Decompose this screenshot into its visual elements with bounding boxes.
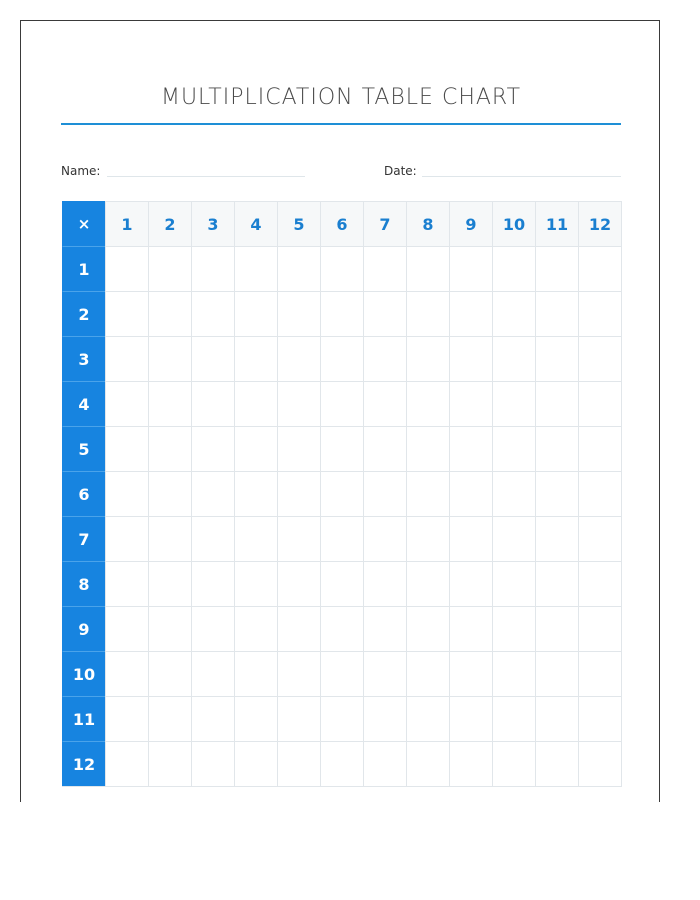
answer-cell[interactable] [578,651,621,696]
answer-cell[interactable] [191,651,234,696]
answer-cell[interactable] [535,426,578,471]
answer-cell[interactable] [492,426,535,471]
answer-cell[interactable] [234,696,277,741]
answer-cell[interactable] [535,696,578,741]
answer-cell[interactable] [363,381,406,426]
answer-cell[interactable] [191,246,234,291]
answer-cell[interactable] [535,561,578,606]
answer-cell[interactable] [191,471,234,516]
answer-cell[interactable] [320,426,363,471]
answer-cell[interactable] [535,741,578,786]
answer-cell[interactable] [492,561,535,606]
answer-cell[interactable] [234,606,277,651]
answer-cell[interactable] [277,606,320,651]
answer-cell[interactable] [363,651,406,696]
answer-cell[interactable] [320,381,363,426]
answer-cell[interactable] [148,606,191,651]
answer-cell[interactable] [148,381,191,426]
answer-cell[interactable] [492,651,535,696]
answer-cell[interactable] [148,561,191,606]
answer-cell[interactable] [406,561,449,606]
name-field[interactable] [61,164,306,178]
column-header: 8 [406,201,449,246]
worksheet-page [20,20,660,802]
answer-cell[interactable] [449,696,492,741]
answer-cell[interactable] [363,696,406,741]
answer-cell[interactable] [492,336,535,381]
column-header: 4 [234,201,277,246]
answer-cell[interactable] [492,516,535,561]
answer-cell[interactable] [320,471,363,516]
answer-cell[interactable] [234,651,277,696]
answer-cell[interactable] [277,246,320,291]
date-field[interactable] [384,164,621,178]
answer-cell[interactable] [148,336,191,381]
multiplication-grid [62,201,622,787]
date-label: Date: [384,164,417,178]
answer-cell[interactable] [578,291,621,336]
column-header: 12 [578,201,621,246]
name-label: Name: [61,164,101,178]
answer-cell[interactable] [234,426,277,471]
answer-cell[interactable] [148,291,191,336]
answer-cell[interactable] [492,741,535,786]
answer-cell[interactable] [363,606,406,651]
answer-cell[interactable] [105,336,148,381]
row-header: 8 [62,561,105,606]
answer-cell[interactable] [277,471,320,516]
answer-cell[interactable] [148,651,191,696]
answer-cell[interactable] [277,561,320,606]
answer-cell[interactable] [105,696,148,741]
answer-cell[interactable] [578,471,621,516]
answer-cell[interactable] [535,651,578,696]
answer-cell[interactable] [406,426,449,471]
answer-cell[interactable] [535,381,578,426]
answer-cell[interactable] [320,741,363,786]
answer-cell[interactable] [148,246,191,291]
row-header: 6 [62,471,105,516]
row-header: 3 [62,336,105,381]
answer-cell[interactable] [277,426,320,471]
answer-cell[interactable] [234,471,277,516]
answer-cell[interactable] [578,561,621,606]
row-header: 4 [62,381,105,426]
answer-cell[interactable] [363,426,406,471]
answer-cell[interactable] [234,381,277,426]
answer-cell[interactable] [363,471,406,516]
answer-cell[interactable] [105,606,148,651]
answer-cell[interactable] [148,471,191,516]
answer-cell[interactable] [449,561,492,606]
answer-cell[interactable] [492,381,535,426]
answer-cell[interactable] [105,381,148,426]
answer-cell[interactable] [320,291,363,336]
answer-cell[interactable] [234,741,277,786]
answer-cell[interactable] [406,381,449,426]
answer-cell[interactable] [191,561,234,606]
answer-cell[interactable] [105,471,148,516]
row-header: 1 [62,246,105,291]
answer-cell[interactable] [234,246,277,291]
column-header: 1 [105,201,148,246]
answer-cell[interactable] [277,741,320,786]
row-header: 11 [62,696,105,741]
row-header: 12 [62,741,105,786]
column-header: 10 [492,201,535,246]
answer-cell[interactable] [105,741,148,786]
row-header: 2 [62,291,105,336]
answer-cell[interactable] [449,291,492,336]
answer-cell[interactable] [449,426,492,471]
answer-cell[interactable] [535,291,578,336]
answer-cell[interactable] [363,336,406,381]
answer-cell[interactable] [492,291,535,336]
answer-cell[interactable] [191,696,234,741]
answer-cell[interactable] [449,651,492,696]
row-header: 9 [62,606,105,651]
answer-cell[interactable] [105,651,148,696]
column-header: 7 [363,201,406,246]
answer-cell[interactable] [406,336,449,381]
answer-cell[interactable] [363,561,406,606]
answer-cell[interactable] [363,516,406,561]
answer-cell[interactable] [578,741,621,786]
answer-cell[interactable] [320,246,363,291]
date-input-line[interactable] [422,176,621,177]
answer-cell[interactable] [406,471,449,516]
answer-cell[interactable] [535,606,578,651]
answer-cell[interactable] [363,291,406,336]
answer-cell[interactable] [105,291,148,336]
answer-cell[interactable] [578,336,621,381]
column-header: 11 [535,201,578,246]
row-header: 10 [62,651,105,696]
answer-cell[interactable] [535,336,578,381]
answer-cell[interactable] [148,426,191,471]
answer-cell[interactable] [320,336,363,381]
answer-cell[interactable] [191,606,234,651]
answer-cell[interactable] [277,516,320,561]
answer-cell[interactable] [492,471,535,516]
answer-cell[interactable] [492,246,535,291]
answer-cell[interactable] [105,516,148,561]
answer-cell[interactable] [363,741,406,786]
answer-cell[interactable] [234,291,277,336]
answer-cell[interactable] [578,426,621,471]
answer-cell[interactable] [406,651,449,696]
answer-cell[interactable] [535,471,578,516]
answer-cell[interactable] [449,606,492,651]
answer-cell[interactable] [277,291,320,336]
answer-cell[interactable] [535,516,578,561]
column-header: 6 [320,201,363,246]
answer-cell[interactable] [406,606,449,651]
answer-cell[interactable] [449,741,492,786]
answer-cell[interactable] [277,696,320,741]
column-header: 2 [148,201,191,246]
answer-cell[interactable] [406,516,449,561]
answer-cell[interactable] [105,561,148,606]
answer-cell[interactable] [191,426,234,471]
answer-cell[interactable] [191,516,234,561]
answer-cell[interactable] [578,381,621,426]
name-input-line[interactable] [107,176,305,177]
answer-cell[interactable] [148,696,191,741]
answer-cell[interactable] [363,246,406,291]
answer-cell[interactable] [406,741,449,786]
answer-cell[interactable] [234,336,277,381]
answer-cell[interactable] [277,651,320,696]
answer-cell[interactable] [320,696,363,741]
title-underline [61,123,621,125]
column-header: 9 [449,201,492,246]
answer-cell[interactable] [535,246,578,291]
answer-cell[interactable] [449,471,492,516]
row-header: 5 [62,426,105,471]
answer-cell[interactable] [449,516,492,561]
answer-cell[interactable] [406,696,449,741]
answer-cell[interactable] [191,291,234,336]
answer-cell[interactable] [449,336,492,381]
answer-cell[interactable] [406,246,449,291]
corner-multiply-symbol: × [62,201,105,246]
answer-cell[interactable] [320,516,363,561]
page-title: MULTIPLICATION TABLE CHART [160,85,522,110]
answer-cell[interactable] [277,336,320,381]
answer-cell[interactable] [578,516,621,561]
answer-cell[interactable] [234,561,277,606]
answer-cell[interactable] [406,291,449,336]
answer-cell[interactable] [492,696,535,741]
answer-cell[interactable] [578,606,621,651]
answer-cell[interactable] [234,516,277,561]
answer-cell[interactable] [191,741,234,786]
answer-cell[interactable] [191,381,234,426]
answer-cell[interactable] [492,606,535,651]
answer-cell[interactable] [148,516,191,561]
answer-cell[interactable] [578,246,621,291]
answer-cell[interactable] [449,381,492,426]
answer-cell[interactable] [449,246,492,291]
answer-cell[interactable] [191,336,234,381]
answer-cell[interactable] [320,606,363,651]
answer-cell[interactable] [105,426,148,471]
row-header: 7 [62,516,105,561]
answer-cell[interactable] [148,741,191,786]
answer-cell[interactable] [320,561,363,606]
answer-cell[interactable] [277,381,320,426]
answer-cell[interactable] [320,651,363,696]
column-header: 3 [191,201,234,246]
answer-cell[interactable] [105,246,148,291]
column-header: 5 [277,201,320,246]
answer-cell[interactable] [578,696,621,741]
